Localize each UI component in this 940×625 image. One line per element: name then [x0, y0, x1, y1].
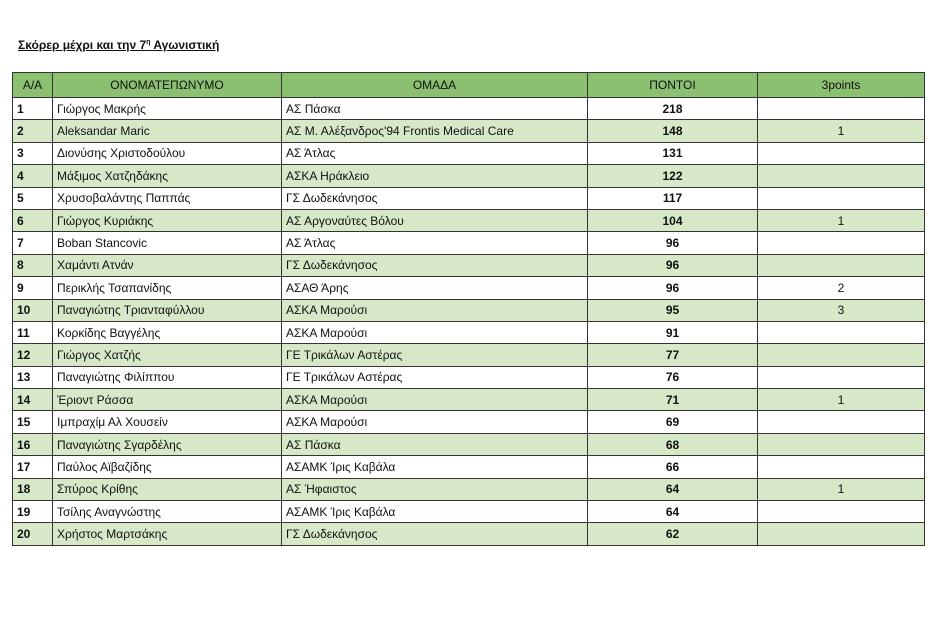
- cell-points: 68: [588, 433, 758, 455]
- cell-team: ΓΕ Τρικάλων Αστέρας: [282, 344, 588, 366]
- table-row: [13, 433, 925, 455]
- cell-rank: 20: [13, 523, 53, 545]
- cell-points: 66: [588, 456, 758, 478]
- cell-player-name: Σπύρος Κρίθης: [53, 478, 282, 500]
- table-row: [13, 165, 925, 187]
- cell-team: ΓΣ Δωδεκάνησος: [282, 523, 588, 545]
- cell-rank: 7: [13, 232, 53, 254]
- cell-player-name: Περικλής Τσαπανίδης: [53, 277, 282, 299]
- cell-points: 91: [588, 321, 758, 343]
- cell-rank: 1: [13, 98, 53, 120]
- cell-player-name: Παύλος Αϊβαζίδης: [53, 456, 282, 478]
- header-aa: Α/Α: [13, 73, 53, 98]
- cell-rank: 2: [13, 120, 53, 142]
- cell-points: 96: [588, 277, 758, 299]
- cell-team: ΑΣ Πάσκα: [282, 433, 588, 455]
- cell-3points: [758, 456, 925, 478]
- cell-player-name: Ιμπραχίμ Αλ Χουσείν: [53, 411, 282, 433]
- cell-3points: [758, 411, 925, 433]
- table-row: [13, 366, 925, 388]
- cell-team: ΑΣΑΜΚ Ίρις Καβάλα: [282, 456, 588, 478]
- cell-team: ΑΣΚΑ Μαρούσι: [282, 389, 588, 411]
- cell-team: ΑΣ Μ. Αλέξανδρος'94 Frontis Medical Care: [282, 120, 588, 142]
- cell-3points: 1: [758, 209, 925, 231]
- table-row: [13, 321, 925, 343]
- cell-rank: 8: [13, 254, 53, 276]
- cell-team: ΑΣ Αργοναύτες Βόλου: [282, 209, 588, 231]
- cell-rank: 3: [13, 142, 53, 164]
- cell-rank: 13: [13, 366, 53, 388]
- cell-team: ΑΣΑΘ Άρης: [282, 277, 588, 299]
- table-row: [13, 478, 925, 500]
- table-row: [13, 523, 925, 545]
- cell-points: 71: [588, 389, 758, 411]
- header-3points: 3points: [758, 73, 925, 98]
- table-row: [13, 209, 925, 231]
- cell-points: 76: [588, 366, 758, 388]
- header-points: ΠΟΝΤΟΙ: [588, 73, 758, 98]
- cell-rank: 14: [13, 389, 53, 411]
- cell-points: 131: [588, 142, 758, 164]
- cell-team: ΑΣΚΑ Μαρούσι: [282, 321, 588, 343]
- cell-player-name: Παναγιώτης Σγαρδέλης: [53, 433, 282, 455]
- cell-3points: [758, 433, 925, 455]
- cell-3points: [758, 187, 925, 209]
- title-superscript: η: [146, 39, 151, 46]
- cell-points: 122: [588, 165, 758, 187]
- cell-3points: [758, 232, 925, 254]
- cell-3points: 1: [758, 120, 925, 142]
- table-row: [13, 501, 925, 523]
- header-name: ΟΝΟΜΑΤΕΠΩΝΥΜΟ: [53, 73, 282, 98]
- cell-team: ΑΣ Άτλας: [282, 232, 588, 254]
- cell-rank: 11: [13, 321, 53, 343]
- cell-points: 95: [588, 299, 758, 321]
- table-row: [13, 344, 925, 366]
- cell-points: 64: [588, 501, 758, 523]
- cell-3points: [758, 366, 925, 388]
- cell-player-name: Παναγιώτης Τριανταφύλλου: [53, 299, 282, 321]
- cell-team: ΓΣ Δωδεκάνησος: [282, 254, 588, 276]
- cell-points: 64: [588, 478, 758, 500]
- cell-rank: 5: [13, 187, 53, 209]
- cell-3points: [758, 501, 925, 523]
- cell-3points: 2: [758, 277, 925, 299]
- table-row: [13, 277, 925, 299]
- cell-3points: [758, 523, 925, 545]
- table-row: [13, 411, 925, 433]
- cell-rank: 16: [13, 433, 53, 455]
- table-row: [13, 232, 925, 254]
- cell-player-name: Τσίλης Αναγνώστης: [53, 501, 282, 523]
- cell-player-name: Γιώργος Μακρής: [53, 98, 282, 120]
- cell-3points: [758, 321, 925, 343]
- cell-rank: 6: [13, 209, 53, 231]
- table-row: [13, 389, 925, 411]
- title-text-end: Αγωνιστική: [150, 38, 220, 52]
- cell-points: 148: [588, 120, 758, 142]
- cell-player-name: Διονύσης Χριστοδούλου: [53, 142, 282, 164]
- scorers-table: [12, 72, 925, 546]
- cell-player-name: Γιώργος Χατζής: [53, 344, 282, 366]
- table-body: [13, 98, 925, 546]
- cell-points: 62: [588, 523, 758, 545]
- cell-player-name: Χρυσοβαλάντης Παππάς: [53, 187, 282, 209]
- cell-team: ΑΣ Πάσκα: [282, 98, 588, 120]
- header-team: ΟΜΑΔΑ: [282, 73, 588, 98]
- cell-player-name: Έριοντ Ράσσα: [53, 389, 282, 411]
- cell-rank: 19: [13, 501, 53, 523]
- cell-player-name: Aleksandar Maric: [53, 120, 282, 142]
- cell-player-name: Κορκίδης Βαγγέλης: [53, 321, 282, 343]
- cell-3points: [758, 142, 925, 164]
- title-text: Σκόρερ μέχρι και την 7: [18, 38, 147, 52]
- cell-3points: [758, 254, 925, 276]
- cell-player-name: Χρήστος Μαρτσάκης: [53, 523, 282, 545]
- cell-rank: 9: [13, 277, 53, 299]
- cell-player-name: Γιώργος Κυριάκης: [53, 209, 282, 231]
- page-title: [18, 38, 219, 52]
- table-row: [13, 187, 925, 209]
- cell-3points: [758, 165, 925, 187]
- table-row: [13, 98, 925, 120]
- cell-player-name: Boban Stancovic: [53, 232, 282, 254]
- cell-rank: 4: [13, 165, 53, 187]
- cell-team: ΓΕ Τρικάλων Αστέρας: [282, 366, 588, 388]
- cell-points: 117: [588, 187, 758, 209]
- cell-3points: [758, 98, 925, 120]
- cell-points: 96: [588, 254, 758, 276]
- table-row: [13, 120, 925, 142]
- cell-player-name: Μάξιμος Χατζηδάκης: [53, 165, 282, 187]
- cell-points: 77: [588, 344, 758, 366]
- cell-player-name: Παναγιώτης Φιλίππου: [53, 366, 282, 388]
- cell-team: ΑΣ Άτλας: [282, 142, 588, 164]
- cell-team: ΑΣΚΑ Μαρούσι: [282, 299, 588, 321]
- cell-rank: 10: [13, 299, 53, 321]
- cell-rank: 17: [13, 456, 53, 478]
- cell-team: ΑΣΚΑ Ηράκλειο: [282, 165, 588, 187]
- cell-rank: 12: [13, 344, 53, 366]
- cell-points: 104: [588, 209, 758, 231]
- cell-team: ΑΣ Ήφαιστος: [282, 478, 588, 500]
- cell-rank: 15: [13, 411, 53, 433]
- cell-3points: 1: [758, 478, 925, 500]
- cell-3points: 1: [758, 389, 925, 411]
- cell-3points: [758, 344, 925, 366]
- cell-player-name: Χαμάντι Ατνάν: [53, 254, 282, 276]
- cell-team: ΑΣΑΜΚ Ίρις Καβάλα: [282, 501, 588, 523]
- cell-3points: 3: [758, 299, 925, 321]
- table-header-row: [13, 73, 925, 98]
- table-row: [13, 456, 925, 478]
- cell-team: ΓΣ Δωδεκάνησος: [282, 187, 588, 209]
- table-row: [13, 254, 925, 276]
- table-row: [13, 299, 925, 321]
- cell-rank: 18: [13, 478, 53, 500]
- cell-points: 96: [588, 232, 758, 254]
- cell-team: ΑΣΚΑ Μαρούσι: [282, 411, 588, 433]
- table-row: [13, 142, 925, 164]
- cell-points: 218: [588, 98, 758, 120]
- cell-points: 69: [588, 411, 758, 433]
